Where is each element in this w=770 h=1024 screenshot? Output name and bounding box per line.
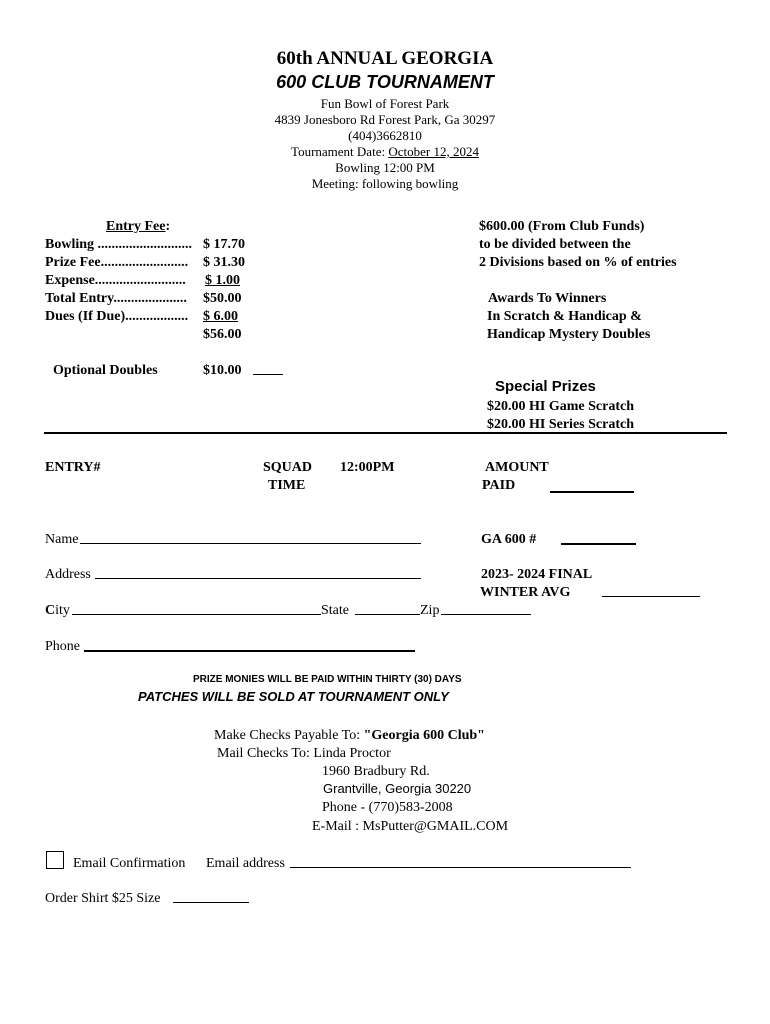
- payable-label: Make Checks Payable To:: [214, 728, 364, 743]
- email-address-field[interactable]: [290, 867, 631, 868]
- mail-email: E-Mail : MsPutter@GMAIL.COM: [312, 819, 509, 834]
- final-avg-line-1: 2023- 2024 FINAL: [481, 567, 593, 582]
- meeting-time: Meeting: following bowling: [311, 176, 459, 191]
- payable-name: "Georgia 600 Club": [363, 728, 485, 743]
- state-field[interactable]: [355, 614, 420, 615]
- fee-row-prize-label: Prize Fee.........................: [45, 255, 189, 270]
- zip-field[interactable]: [441, 614, 531, 615]
- squad-label: SQUAD: [263, 460, 313, 475]
- tournament-date: [0, 144, 770, 160]
- fee-row-bowling-amount: $ 17.70: [203, 237, 245, 252]
- awards-line-3: Handicap Mystery Doubles: [487, 327, 651, 342]
- entry-fee-heading-colon: :: [165, 219, 171, 234]
- final-avg-line-2: WINTER AVG: [480, 585, 571, 600]
- fee-row-total-label: Total Entry.....................: [45, 291, 187, 306]
- mail-to-line: Mail Checks To: Linda Proctor: [217, 746, 391, 761]
- fee-row-dues-label: Dues (If Due)..................: [45, 309, 189, 324]
- email-confirmation-checkbox[interactable]: [46, 851, 64, 869]
- amount-paid-field[interactable]: [550, 491, 634, 493]
- mail-city: Grantville, Georgia 30220: [323, 781, 472, 796]
- city-label: [45, 602, 70, 619]
- fee-row-expense-amount: $ 1.00: [205, 273, 240, 288]
- amount-label: AMOUNT: [485, 460, 549, 475]
- squad-time-value: 12:00PM: [340, 460, 395, 475]
- fee-row-grand-total-amount: $56.00: [203, 327, 242, 342]
- venue-name: Fun Bowl of Forest Park: [320, 96, 450, 111]
- fee-row-total-amount: $50.00: [203, 291, 242, 306]
- address-field[interactable]: [95, 578, 421, 579]
- venue-address: 4839 Jonesboro Rd Forest Park, Ga 30297: [274, 112, 496, 127]
- bowling-time: Bowling 12:00 PM: [335, 160, 435, 175]
- title-line-2: 600 CLUB TOURNAMENT: [276, 72, 494, 92]
- phone-label: Phone: [45, 639, 80, 654]
- shirt-order-label: Order Shirt $25 Size: [45, 891, 161, 906]
- ga600-field[interactable]: [561, 543, 636, 545]
- fee-row-prize-amount: $ 31.30: [203, 255, 245, 270]
- funds-line-3: 2 Divisions based on % of entries: [479, 255, 677, 270]
- optional-doubles-blank[interactable]: [253, 374, 283, 375]
- squad-time-label: TIME: [268, 478, 306, 493]
- prize-notice: PRIZE MONIES WILL BE PAID WITHIN THIRTY (30) DAYS: [193, 674, 462, 685]
- email-address-label: Email address: [206, 856, 285, 871]
- special-prize-game: $20.00 HI Game Scratch: [487, 399, 634, 414]
- payable-line: [214, 727, 485, 744]
- entry-fee-heading-text: Entry Fee: [106, 219, 166, 234]
- awards-line-2: In Scratch & Handicap &: [487, 309, 642, 324]
- funds-line-1: $600.00 (From Club Funds): [479, 219, 645, 234]
- optional-doubles-label: Optional Doubles: [53, 363, 158, 378]
- city-label-rest: ity: [55, 603, 70, 618]
- venue-phone: (404)3662810: [348, 128, 422, 143]
- awards-line-1: Awards To Winners: [488, 291, 607, 306]
- phone-field[interactable]: [84, 650, 415, 652]
- address-label: Address: [45, 567, 91, 582]
- state-label: State: [321, 603, 349, 618]
- title-line-1: 60th ANNUAL GEORGIA: [276, 48, 494, 69]
- entry-fee-heading: [106, 218, 170, 235]
- fee-row-dues-amount: $ 6.00: [203, 309, 238, 324]
- optional-doubles-amount: $10.00: [203, 363, 242, 378]
- mail-street: 1960 Bradbury Rd.: [322, 764, 430, 779]
- fee-row-expense-label: Expense..........................: [45, 273, 186, 288]
- funds-line-2: to be divided between the: [479, 237, 631, 252]
- paid-label: PAID: [482, 478, 516, 493]
- zip-label: Zip: [420, 603, 440, 618]
- final-avg-field[interactable]: [602, 596, 700, 597]
- tournament-date-label: Tournament Date:: [291, 144, 389, 159]
- city-field[interactable]: [72, 614, 321, 615]
- ga600-label: GA 600 #: [481, 532, 537, 547]
- city-label-initial: C: [45, 603, 56, 618]
- fee-row-bowling-label: Bowling ...........................: [45, 237, 193, 252]
- section-divider: [44, 432, 727, 434]
- special-prize-series: $20.00 HI Series Scratch: [487, 417, 634, 432]
- name-label: Name: [45, 532, 79, 547]
- name-field[interactable]: [80, 543, 421, 544]
- tournament-date-value: October 12, 2024: [388, 144, 479, 159]
- entry-number-label: ENTRY#: [45, 460, 101, 475]
- special-prizes-heading: Special Prizes: [495, 378, 596, 395]
- shirt-size-field[interactable]: [173, 902, 249, 903]
- patches-notice: PATCHES WILL BE SOLD AT TOURNAMENT ONLY: [138, 689, 449, 704]
- email-confirmation-label: Email Confirmation: [73, 856, 186, 871]
- mail-phone: Phone - (770)583-2008: [322, 800, 453, 815]
